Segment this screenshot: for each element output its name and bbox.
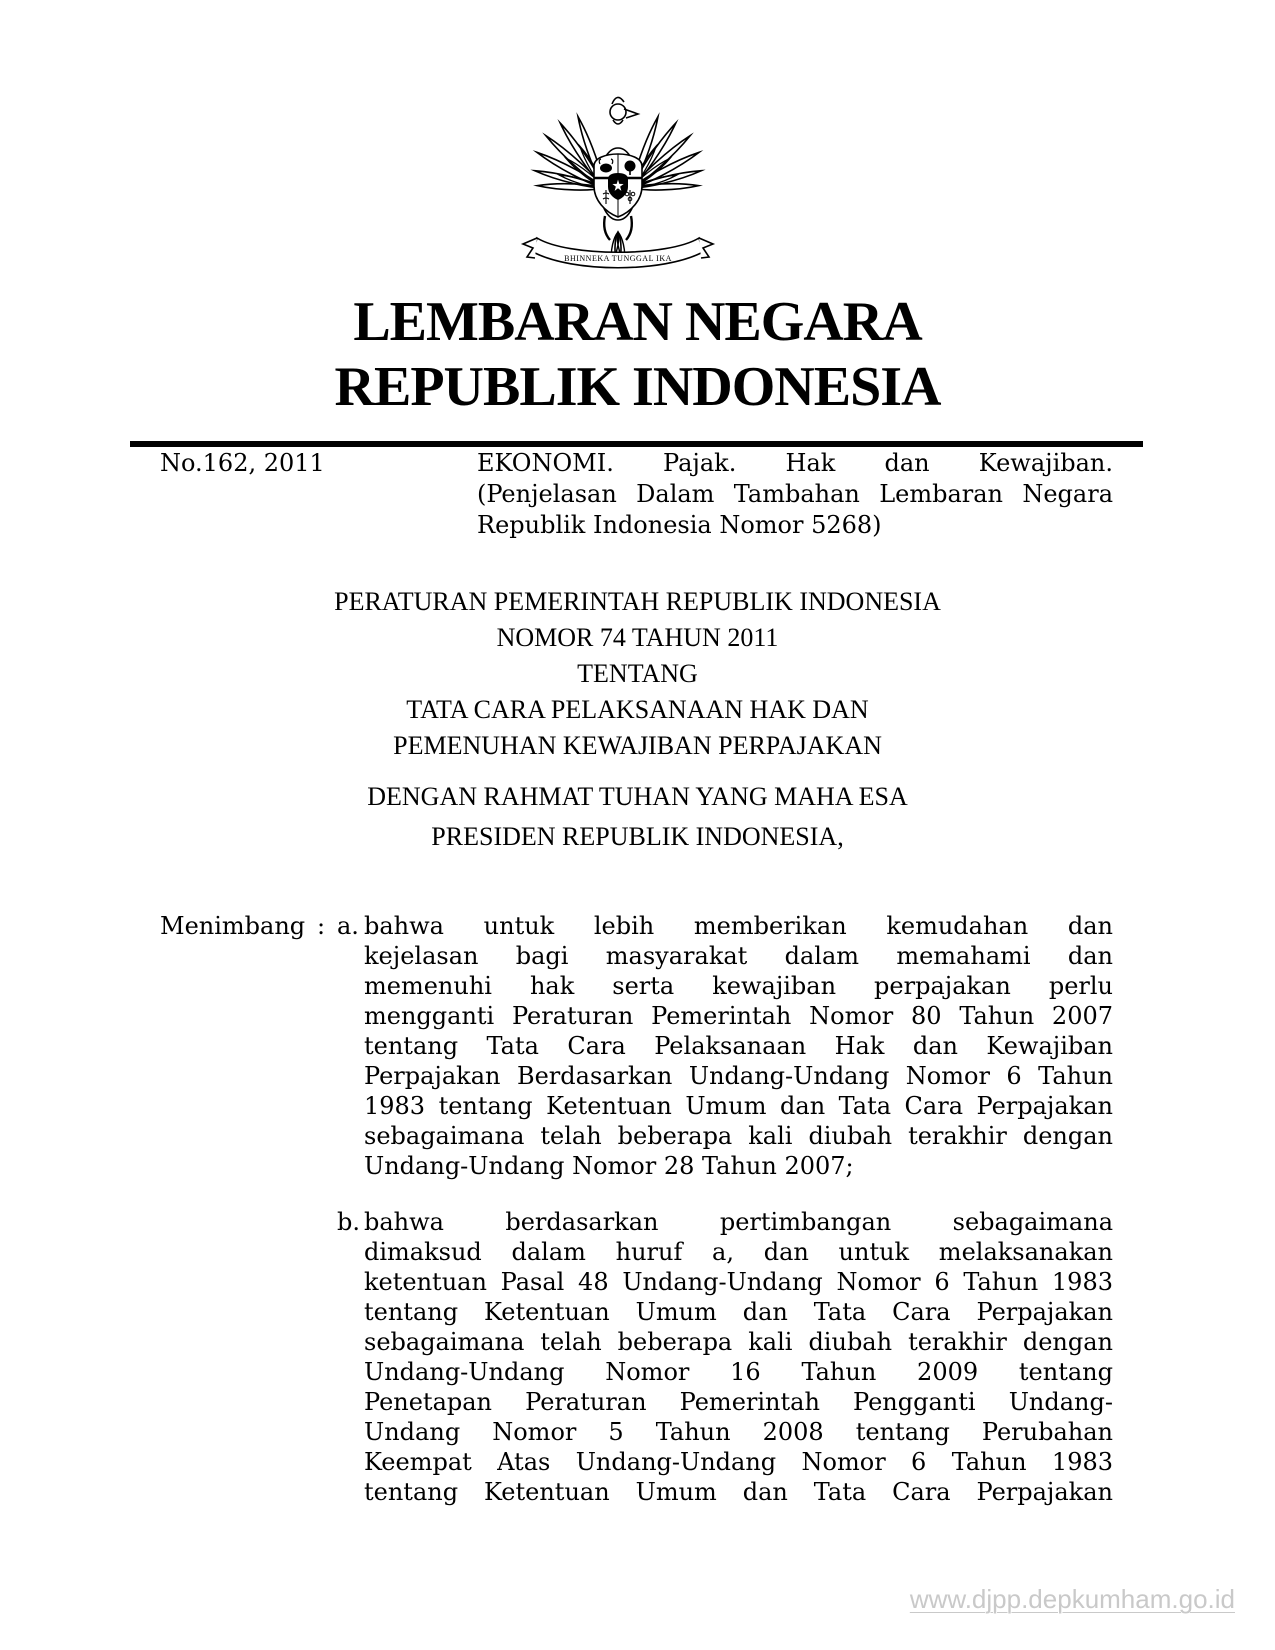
consideration-line: memenuhi hak serta kewajiban perpajakan perlu bbox=[364, 972, 1113, 1000]
consideration-line: Keempat Atas Undang-Undang Nomor 6 Tahun 1983 bbox=[364, 1448, 1113, 1476]
consideration-line: Penetapan Peraturan Pemerintah Pengganti Undang- bbox=[364, 1388, 1113, 1416]
considerations-section bbox=[160, 911, 1113, 1507]
consideration-text bbox=[364, 911, 1113, 1181]
item-marker: b. bbox=[337, 1208, 360, 1236]
masthead-title-line2: REPUBLIK INDONESIA bbox=[334, 356, 941, 418]
consideration-line: bahwa berdasarkan pertimbangan sebagaimana bbox=[364, 1208, 1113, 1236]
regulation-invocation-block bbox=[132, 777, 1143, 857]
regulation-heading bbox=[132, 584, 1143, 764]
watermark-url: www.djpp.depkumham.go.id bbox=[909, 1584, 1235, 1614]
issue-subject-line: (Penjelasan Dalam Tambahan Lembaran Negara bbox=[477, 480, 1113, 508]
consideration-line: ketentuan Pasal 48 Undang-Undang Nomor 6 Tahun 1983 bbox=[364, 1268, 1113, 1296]
consideration-item-b bbox=[337, 1207, 1113, 1507]
consideration-line: sebagaimana telah beberapa kali diubah terakhir dengan bbox=[364, 1328, 1113, 1356]
issue-subject-line: Republik Indonesia Nomor 5268) bbox=[477, 511, 882, 539]
considerations-label: Menimbang bbox=[160, 912, 306, 940]
consideration-line: tentang Tata Cara Pelaksanaan Hak dan Kewajiban bbox=[364, 1032, 1113, 1060]
consideration-line: tentang Ketentuan Umum dan Tata Cara Perpajakan bbox=[364, 1298, 1113, 1326]
issue-subject-line: EKONOMI. Pajak. Hak dan Kewajiban. bbox=[477, 449, 1113, 477]
consideration-line: Undang Nomor 5 Tahun 2008 tentang Perubahan bbox=[364, 1418, 1113, 1446]
consideration-text bbox=[364, 1207, 1113, 1507]
consideration-line: Perpajakan Berdasarkan Undang-Undang Nomor 6 Tahun bbox=[364, 1062, 1113, 1090]
consideration-item-a bbox=[337, 911, 1113, 1181]
emblem-motto: BHINNEKA TUNGGAL IKA bbox=[564, 254, 672, 263]
consideration-line: 1983 tentang Ketentuan Umum dan Tata Cara Perpajakan bbox=[364, 1092, 1113, 1120]
issue-subject bbox=[477, 448, 1113, 541]
regulation-heading-line-2: NOMOR 74 TAHUN 2011 bbox=[496, 623, 779, 652]
garuda-pancasila-emblem-icon bbox=[513, 84, 723, 284]
regulation-heading-line-5: PEMENUHAN KEWAJIBAN PERPAJAKAN bbox=[393, 731, 882, 760]
item-marker: a. bbox=[337, 912, 359, 940]
consideration-line: Undang-Undang Nomor 16 Tahun 2009 tentang bbox=[364, 1358, 1113, 1386]
consideration-line: tentang Ketentuan Umum dan Tata Cara Perpajakan bbox=[364, 1478, 1113, 1506]
issue-number: No.162, 2011 bbox=[160, 449, 325, 477]
masthead-rule bbox=[130, 441, 1143, 447]
consideration-line: mengganti Peraturan Pemerintah Nomor 80 Tahun 2007 bbox=[364, 1002, 1113, 1030]
consideration-line: Undang-Undang Nomor 28 Tahun 2007; bbox=[364, 1152, 854, 1180]
consideration-line: bahwa untuk lebih memberikan kemudahan dan bbox=[364, 912, 1113, 940]
consideration-line: kejelasan bagi masyarakat dalam memahami dan bbox=[364, 942, 1113, 970]
authority-line: PRESIDEN REPUBLIK INDONESIA, bbox=[431, 822, 844, 851]
regulation-heading-line-3: TENTANG bbox=[577, 659, 698, 688]
consideration-line: sebagaimana telah beberapa kali diubah terakhir dengan bbox=[364, 1122, 1113, 1150]
regulation-heading-line-1: PERATURAN PEMERINTAH REPUBLIK INDONESIA bbox=[334, 587, 941, 616]
masthead-title-line1: LEMBARAN NEGARA bbox=[353, 291, 922, 353]
invocation-line: DENGAN RAHMAT TUHAN YANG MAHA ESA bbox=[367, 782, 908, 811]
regulation-heading-line-4: TATA CARA PELAKSANAAN HAK DAN bbox=[406, 695, 869, 724]
considerations-separator: : bbox=[317, 912, 326, 940]
masthead-title bbox=[0, 290, 1275, 420]
consideration-line: dimaksud dalam huruf a, dan untuk melaksanakan bbox=[364, 1238, 1113, 1266]
